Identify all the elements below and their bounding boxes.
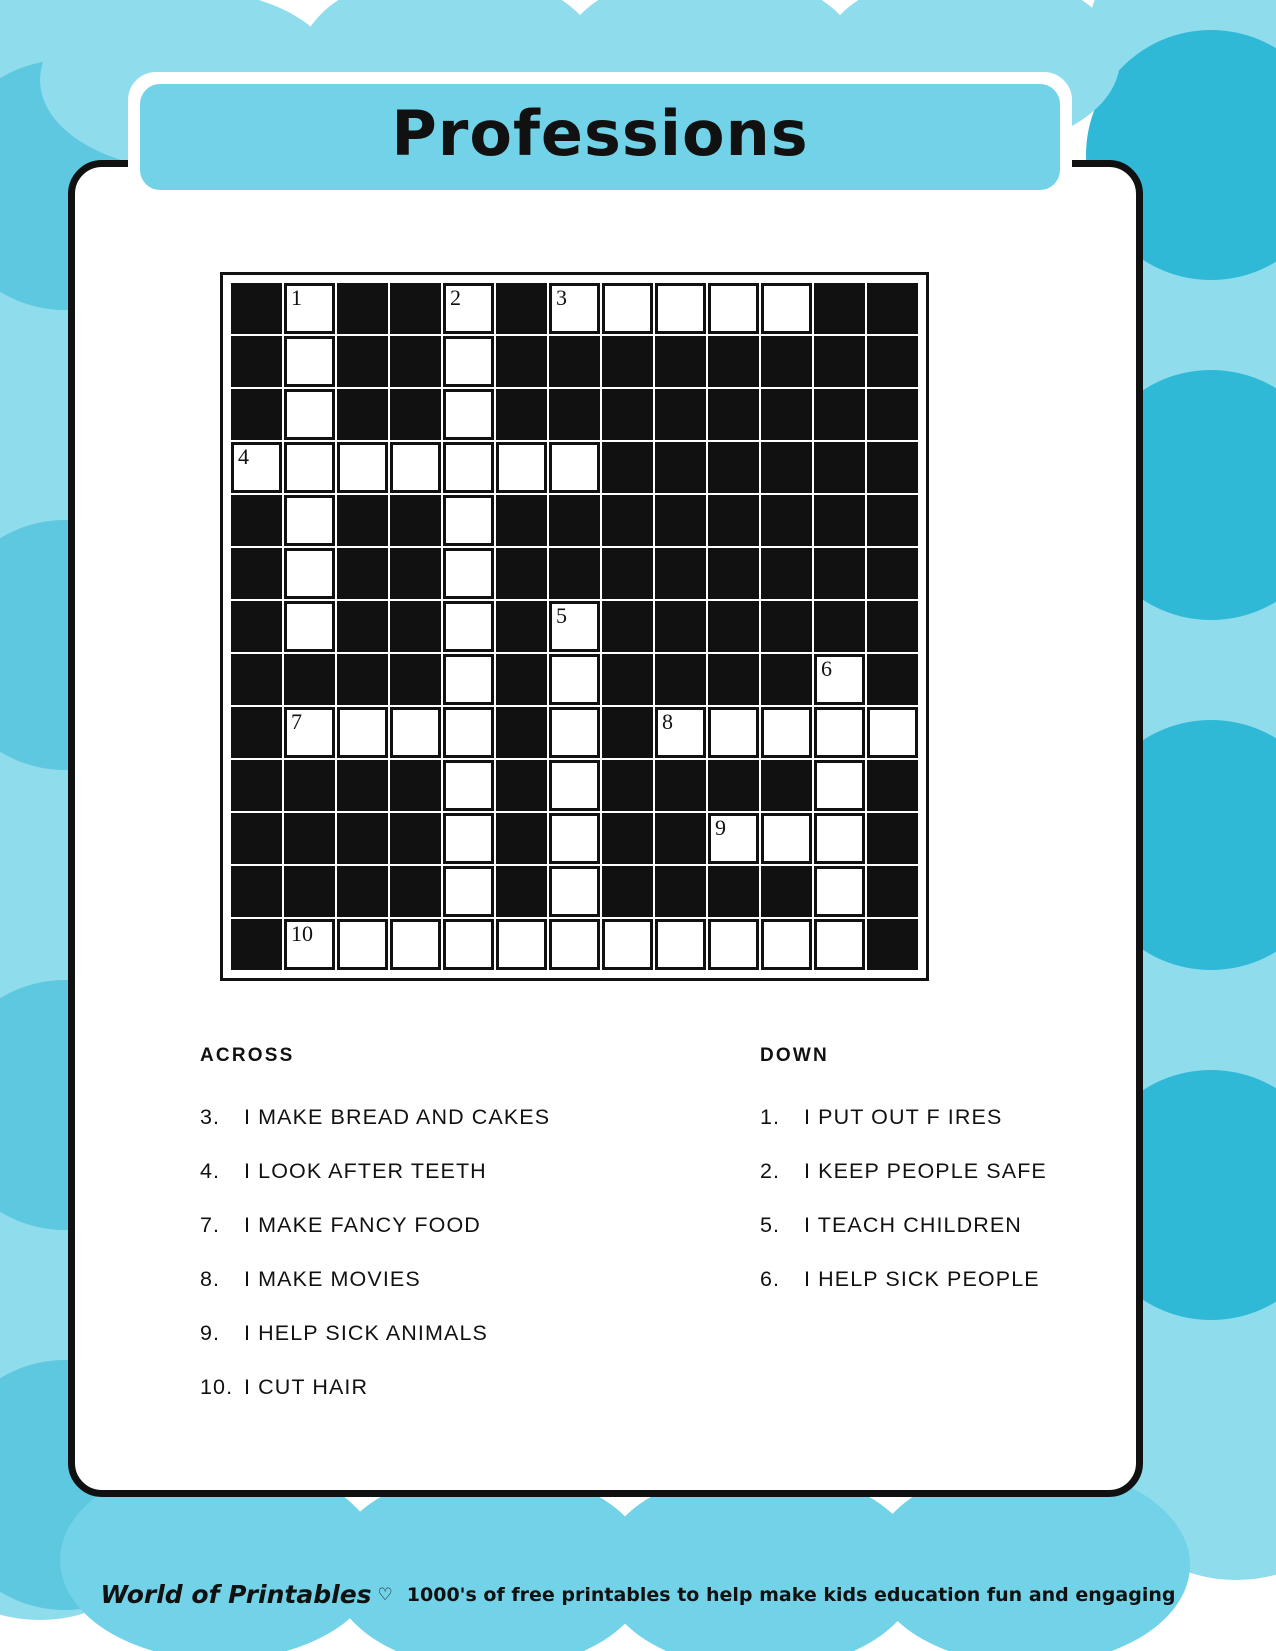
grid-block-cell xyxy=(602,389,653,440)
grid-block-cell xyxy=(761,442,812,493)
grid-block-cell xyxy=(231,866,282,917)
grid-block-cell xyxy=(867,654,918,705)
grid-letter-cell[interactable] xyxy=(443,495,494,546)
grid-block-cell xyxy=(496,813,547,864)
clue-number: 4. xyxy=(200,1159,221,1183)
grid-letter-cell[interactable] xyxy=(443,654,494,705)
grid-block-cell xyxy=(761,336,812,387)
grid-letter-cell[interactable] xyxy=(655,283,706,334)
clue-number: 10. xyxy=(200,1375,234,1399)
grid-letter-cell[interactable] xyxy=(814,760,865,811)
grid-letter-cell[interactable] xyxy=(284,336,335,387)
grid-letter-cell[interactable] xyxy=(549,654,600,705)
grid-letter-cell[interactable] xyxy=(284,442,335,493)
grid-block-cell xyxy=(549,336,600,387)
grid-block-cell xyxy=(602,654,653,705)
grid-block-cell xyxy=(761,654,812,705)
grid-block-cell xyxy=(496,866,547,917)
grid-letter-cell[interactable] xyxy=(708,813,759,864)
grid-block-cell xyxy=(496,760,547,811)
grid-letter-cell[interactable] xyxy=(549,601,600,652)
grid-letter-cell[interactable] xyxy=(761,707,812,758)
grid-block-cell xyxy=(655,813,706,864)
grid-letter-cell[interactable] xyxy=(284,707,335,758)
grid-block-cell xyxy=(867,283,918,334)
grid-letter-cell[interactable] xyxy=(549,442,600,493)
grid-block-cell xyxy=(708,760,759,811)
grid-letter-cell[interactable] xyxy=(284,389,335,440)
grid-block-cell xyxy=(337,601,388,652)
grid-letter-cell[interactable] xyxy=(443,389,494,440)
grid-block-cell xyxy=(655,389,706,440)
grid-letter-cell[interactable] xyxy=(284,919,335,970)
clue-number: 6. xyxy=(760,1267,781,1291)
grid-block-cell xyxy=(231,654,282,705)
clue-number: 2. xyxy=(760,1159,781,1183)
grid-block-cell xyxy=(549,389,600,440)
grid-block-cell xyxy=(655,601,706,652)
clue-item xyxy=(200,1267,760,1292)
grid-block-cell xyxy=(231,760,282,811)
grid-letter-cell[interactable] xyxy=(443,548,494,599)
across-column xyxy=(200,1045,760,1429)
grid-block-cell xyxy=(602,336,653,387)
clue-text: I PUT OUT F IRES xyxy=(804,1105,1003,1129)
grid-block-cell xyxy=(867,760,918,811)
grid-block-cell xyxy=(814,336,865,387)
grid-block-cell xyxy=(231,548,282,599)
grid-block-cell xyxy=(231,495,282,546)
grid-block-cell xyxy=(390,389,441,440)
grid-block-cell xyxy=(602,707,653,758)
grid-block-cell xyxy=(390,601,441,652)
grid-block-cell xyxy=(390,495,441,546)
grid-block-cell xyxy=(602,760,653,811)
grid-block-cell xyxy=(814,495,865,546)
grid-block-cell xyxy=(655,336,706,387)
grid-letter-cell[interactable] xyxy=(549,760,600,811)
grid-block-cell xyxy=(390,866,441,917)
grid-letter-cell[interactable] xyxy=(761,283,812,334)
clue-text: I MAKE FANCY FOOD xyxy=(244,1213,481,1237)
grid-block-cell xyxy=(708,866,759,917)
grid-letter-cell[interactable] xyxy=(443,707,494,758)
grid-letter-cell[interactable] xyxy=(655,707,706,758)
clue-item xyxy=(760,1213,1080,1238)
grid-block-cell xyxy=(814,283,865,334)
grid-letter-cell[interactable] xyxy=(284,283,335,334)
grid-block-cell xyxy=(867,601,918,652)
clue-number: 3. xyxy=(200,1105,221,1129)
grid-clue-number: 2 xyxy=(450,285,461,310)
grid-letter-cell[interactable] xyxy=(708,283,759,334)
grid-block-cell xyxy=(496,601,547,652)
grid-letter-cell[interactable] xyxy=(814,866,865,917)
clue-text: I HELP SICK ANIMALS xyxy=(244,1321,488,1345)
grid-block-cell xyxy=(761,495,812,546)
footer xyxy=(0,1580,1276,1609)
grid-letter-cell[interactable] xyxy=(284,548,335,599)
footer-brand: World of Printables xyxy=(100,1580,372,1609)
grid-block-cell xyxy=(814,389,865,440)
grid-letter-cell[interactable] xyxy=(284,601,335,652)
grid-block-cell xyxy=(602,866,653,917)
grid-block-cell xyxy=(814,548,865,599)
grid-block-cell xyxy=(549,495,600,546)
clue-item xyxy=(200,1105,760,1130)
grid-block-cell xyxy=(496,548,547,599)
heart-icon: ♡ xyxy=(377,1584,393,1604)
grid-block-cell xyxy=(708,336,759,387)
crossword-grid-frame xyxy=(220,272,929,981)
grid-block-cell xyxy=(602,495,653,546)
grid-block-cell xyxy=(814,601,865,652)
grid-block-cell xyxy=(337,813,388,864)
grid-block-cell xyxy=(337,548,388,599)
grid-letter-cell[interactable] xyxy=(708,707,759,758)
grid-block-cell xyxy=(655,760,706,811)
down-clue-list xyxy=(760,1105,1080,1292)
title-banner-wrapper xyxy=(128,72,1072,202)
grid-block-cell xyxy=(602,813,653,864)
grid-block-cell xyxy=(496,389,547,440)
grid-letter-cell[interactable] xyxy=(814,707,865,758)
grid-letter-cell[interactable] xyxy=(549,866,600,917)
grid-letter-cell[interactable] xyxy=(602,919,653,970)
clue-number: 9. xyxy=(200,1321,221,1345)
grid-block-cell xyxy=(390,654,441,705)
clue-item xyxy=(200,1213,760,1238)
clue-item xyxy=(200,1159,760,1184)
grid-block-cell xyxy=(655,442,706,493)
grid-block-cell xyxy=(390,760,441,811)
grid-block-cell xyxy=(708,548,759,599)
grid-letter-cell[interactable] xyxy=(867,707,918,758)
grid-block-cell xyxy=(337,495,388,546)
grid-letter-cell[interactable] xyxy=(390,707,441,758)
grid-block-cell xyxy=(231,813,282,864)
across-clue-list xyxy=(200,1105,760,1400)
grid-block-cell xyxy=(496,336,547,387)
grid-letter-cell[interactable] xyxy=(443,442,494,493)
grid-clue-number: 6 xyxy=(821,656,832,681)
footer-tagline: 1000's of free printables to help make kids education fun and engaging xyxy=(406,1583,1176,1606)
clue-text: I MAKE MOVIES xyxy=(244,1267,421,1291)
grid-letter-cell[interactable] xyxy=(549,707,600,758)
grid-block-cell xyxy=(231,707,282,758)
grid-block-cell xyxy=(284,866,335,917)
clue-text: I CUT HAIR xyxy=(244,1375,369,1399)
grid-letter-cell[interactable] xyxy=(443,601,494,652)
clue-number: 1. xyxy=(760,1105,781,1129)
grid-block-cell xyxy=(337,866,388,917)
clue-text: I KEEP PEOPLE SAFE xyxy=(804,1159,1047,1183)
clue-item xyxy=(760,1105,1080,1130)
grid-block-cell xyxy=(708,442,759,493)
grid-block-cell xyxy=(549,548,600,599)
grid-block-cell xyxy=(655,548,706,599)
grid-clue-number: 7 xyxy=(291,709,302,734)
grid-letter-cell[interactable] xyxy=(443,866,494,917)
grid-block-cell xyxy=(231,601,282,652)
clue-text: I HELP SICK PEOPLE xyxy=(804,1267,1040,1291)
grid-letter-cell[interactable] xyxy=(814,813,865,864)
grid-clue-number: 9 xyxy=(715,815,726,840)
grid-block-cell xyxy=(655,654,706,705)
grid-letter-cell[interactable] xyxy=(496,442,547,493)
grid-clue-number: 4 xyxy=(238,444,249,469)
down-heading: DOWN xyxy=(760,1045,829,1066)
grid-block-cell xyxy=(390,813,441,864)
grid-clue-number: 10 xyxy=(291,921,313,946)
grid-letter-cell[interactable] xyxy=(443,760,494,811)
grid-letter-cell[interactable] xyxy=(284,495,335,546)
grid-letter-cell[interactable] xyxy=(390,919,441,970)
grid-block-cell xyxy=(231,389,282,440)
across-heading: ACROSS xyxy=(200,1045,295,1066)
grid-block-cell xyxy=(761,389,812,440)
clue-text: I MAKE BREAD AND CAKES xyxy=(244,1105,551,1129)
grid-block-cell xyxy=(867,919,918,970)
grid-block-cell xyxy=(761,866,812,917)
title-banner xyxy=(140,84,1060,190)
grid-block-cell xyxy=(337,654,388,705)
grid-letter-cell[interactable] xyxy=(390,442,441,493)
grid-letter-cell[interactable] xyxy=(337,707,388,758)
grid-block-cell xyxy=(284,654,335,705)
grid-letter-cell[interactable] xyxy=(549,813,600,864)
crossword-grid xyxy=(231,283,918,970)
clue-number: 7. xyxy=(200,1213,221,1237)
clue-text: I TEACH CHILDREN xyxy=(804,1213,1022,1237)
grid-block-cell xyxy=(761,548,812,599)
grid-block-cell xyxy=(231,336,282,387)
grid-letter-cell[interactable] xyxy=(814,919,865,970)
grid-block-cell xyxy=(496,707,547,758)
grid-block-cell xyxy=(496,654,547,705)
grid-block-cell xyxy=(496,495,547,546)
page-title: Professions xyxy=(391,97,809,170)
clue-number: 5. xyxy=(760,1213,781,1237)
grid-block-cell xyxy=(708,654,759,705)
grid-clue-number: 5 xyxy=(556,603,567,628)
clue-item xyxy=(200,1375,760,1400)
grid-block-cell xyxy=(814,442,865,493)
grid-block-cell xyxy=(867,442,918,493)
grid-block-cell xyxy=(602,442,653,493)
grid-block-cell xyxy=(284,760,335,811)
grid-block-cell xyxy=(708,389,759,440)
grid-block-cell xyxy=(390,336,441,387)
grid-block-cell xyxy=(337,760,388,811)
grid-letter-cell[interactable] xyxy=(496,919,547,970)
clue-item xyxy=(760,1159,1080,1184)
grid-block-cell xyxy=(284,813,335,864)
grid-block-cell xyxy=(655,866,706,917)
grid-block-cell xyxy=(761,760,812,811)
grid-letter-cell[interactable] xyxy=(549,919,600,970)
grid-block-cell xyxy=(867,548,918,599)
grid-letter-cell[interactable] xyxy=(814,654,865,705)
grid-block-cell xyxy=(655,495,706,546)
grid-block-cell xyxy=(337,336,388,387)
grid-block-cell xyxy=(867,866,918,917)
grid-clue-number: 1 xyxy=(291,285,302,310)
grid-block-cell xyxy=(708,495,759,546)
grid-letter-cell[interactable] xyxy=(761,813,812,864)
grid-letter-cell[interactable] xyxy=(231,442,282,493)
grid-block-cell xyxy=(602,601,653,652)
grid-letter-cell[interactable] xyxy=(443,919,494,970)
grid-block-cell xyxy=(867,813,918,864)
grid-letter-cell[interactable] xyxy=(443,283,494,334)
grid-letter-cell[interactable] xyxy=(549,283,600,334)
down-column xyxy=(760,1045,1080,1429)
grid-block-cell xyxy=(708,601,759,652)
grid-letter-cell[interactable] xyxy=(337,919,388,970)
grid-letter-cell[interactable] xyxy=(655,919,706,970)
grid-block-cell xyxy=(390,283,441,334)
grid-clue-number: 3 xyxy=(556,285,567,310)
grid-block-cell xyxy=(337,283,388,334)
grid-block-cell xyxy=(761,601,812,652)
grid-letter-cell[interactable] xyxy=(761,919,812,970)
grid-block-cell xyxy=(337,389,388,440)
grid-letter-cell[interactable] xyxy=(443,336,494,387)
grid-letter-cell[interactable] xyxy=(443,813,494,864)
grid-block-cell xyxy=(867,336,918,387)
grid-block-cell xyxy=(390,548,441,599)
grid-block-cell xyxy=(867,389,918,440)
grid-letter-cell[interactable] xyxy=(708,919,759,970)
clue-text: I LOOK AFTER TEETH xyxy=(244,1159,487,1183)
grid-letter-cell[interactable] xyxy=(602,283,653,334)
grid-clue-number: 8 xyxy=(662,709,673,734)
clue-item xyxy=(760,1267,1080,1292)
grid-block-cell xyxy=(231,283,282,334)
clues-section xyxy=(200,1045,1080,1429)
clue-number: 8. xyxy=(200,1267,221,1291)
grid-block-cell xyxy=(602,548,653,599)
grid-block-cell xyxy=(231,919,282,970)
grid-block-cell xyxy=(496,283,547,334)
grid-letter-cell[interactable] xyxy=(337,442,388,493)
clue-item xyxy=(200,1321,760,1346)
grid-block-cell xyxy=(867,495,918,546)
